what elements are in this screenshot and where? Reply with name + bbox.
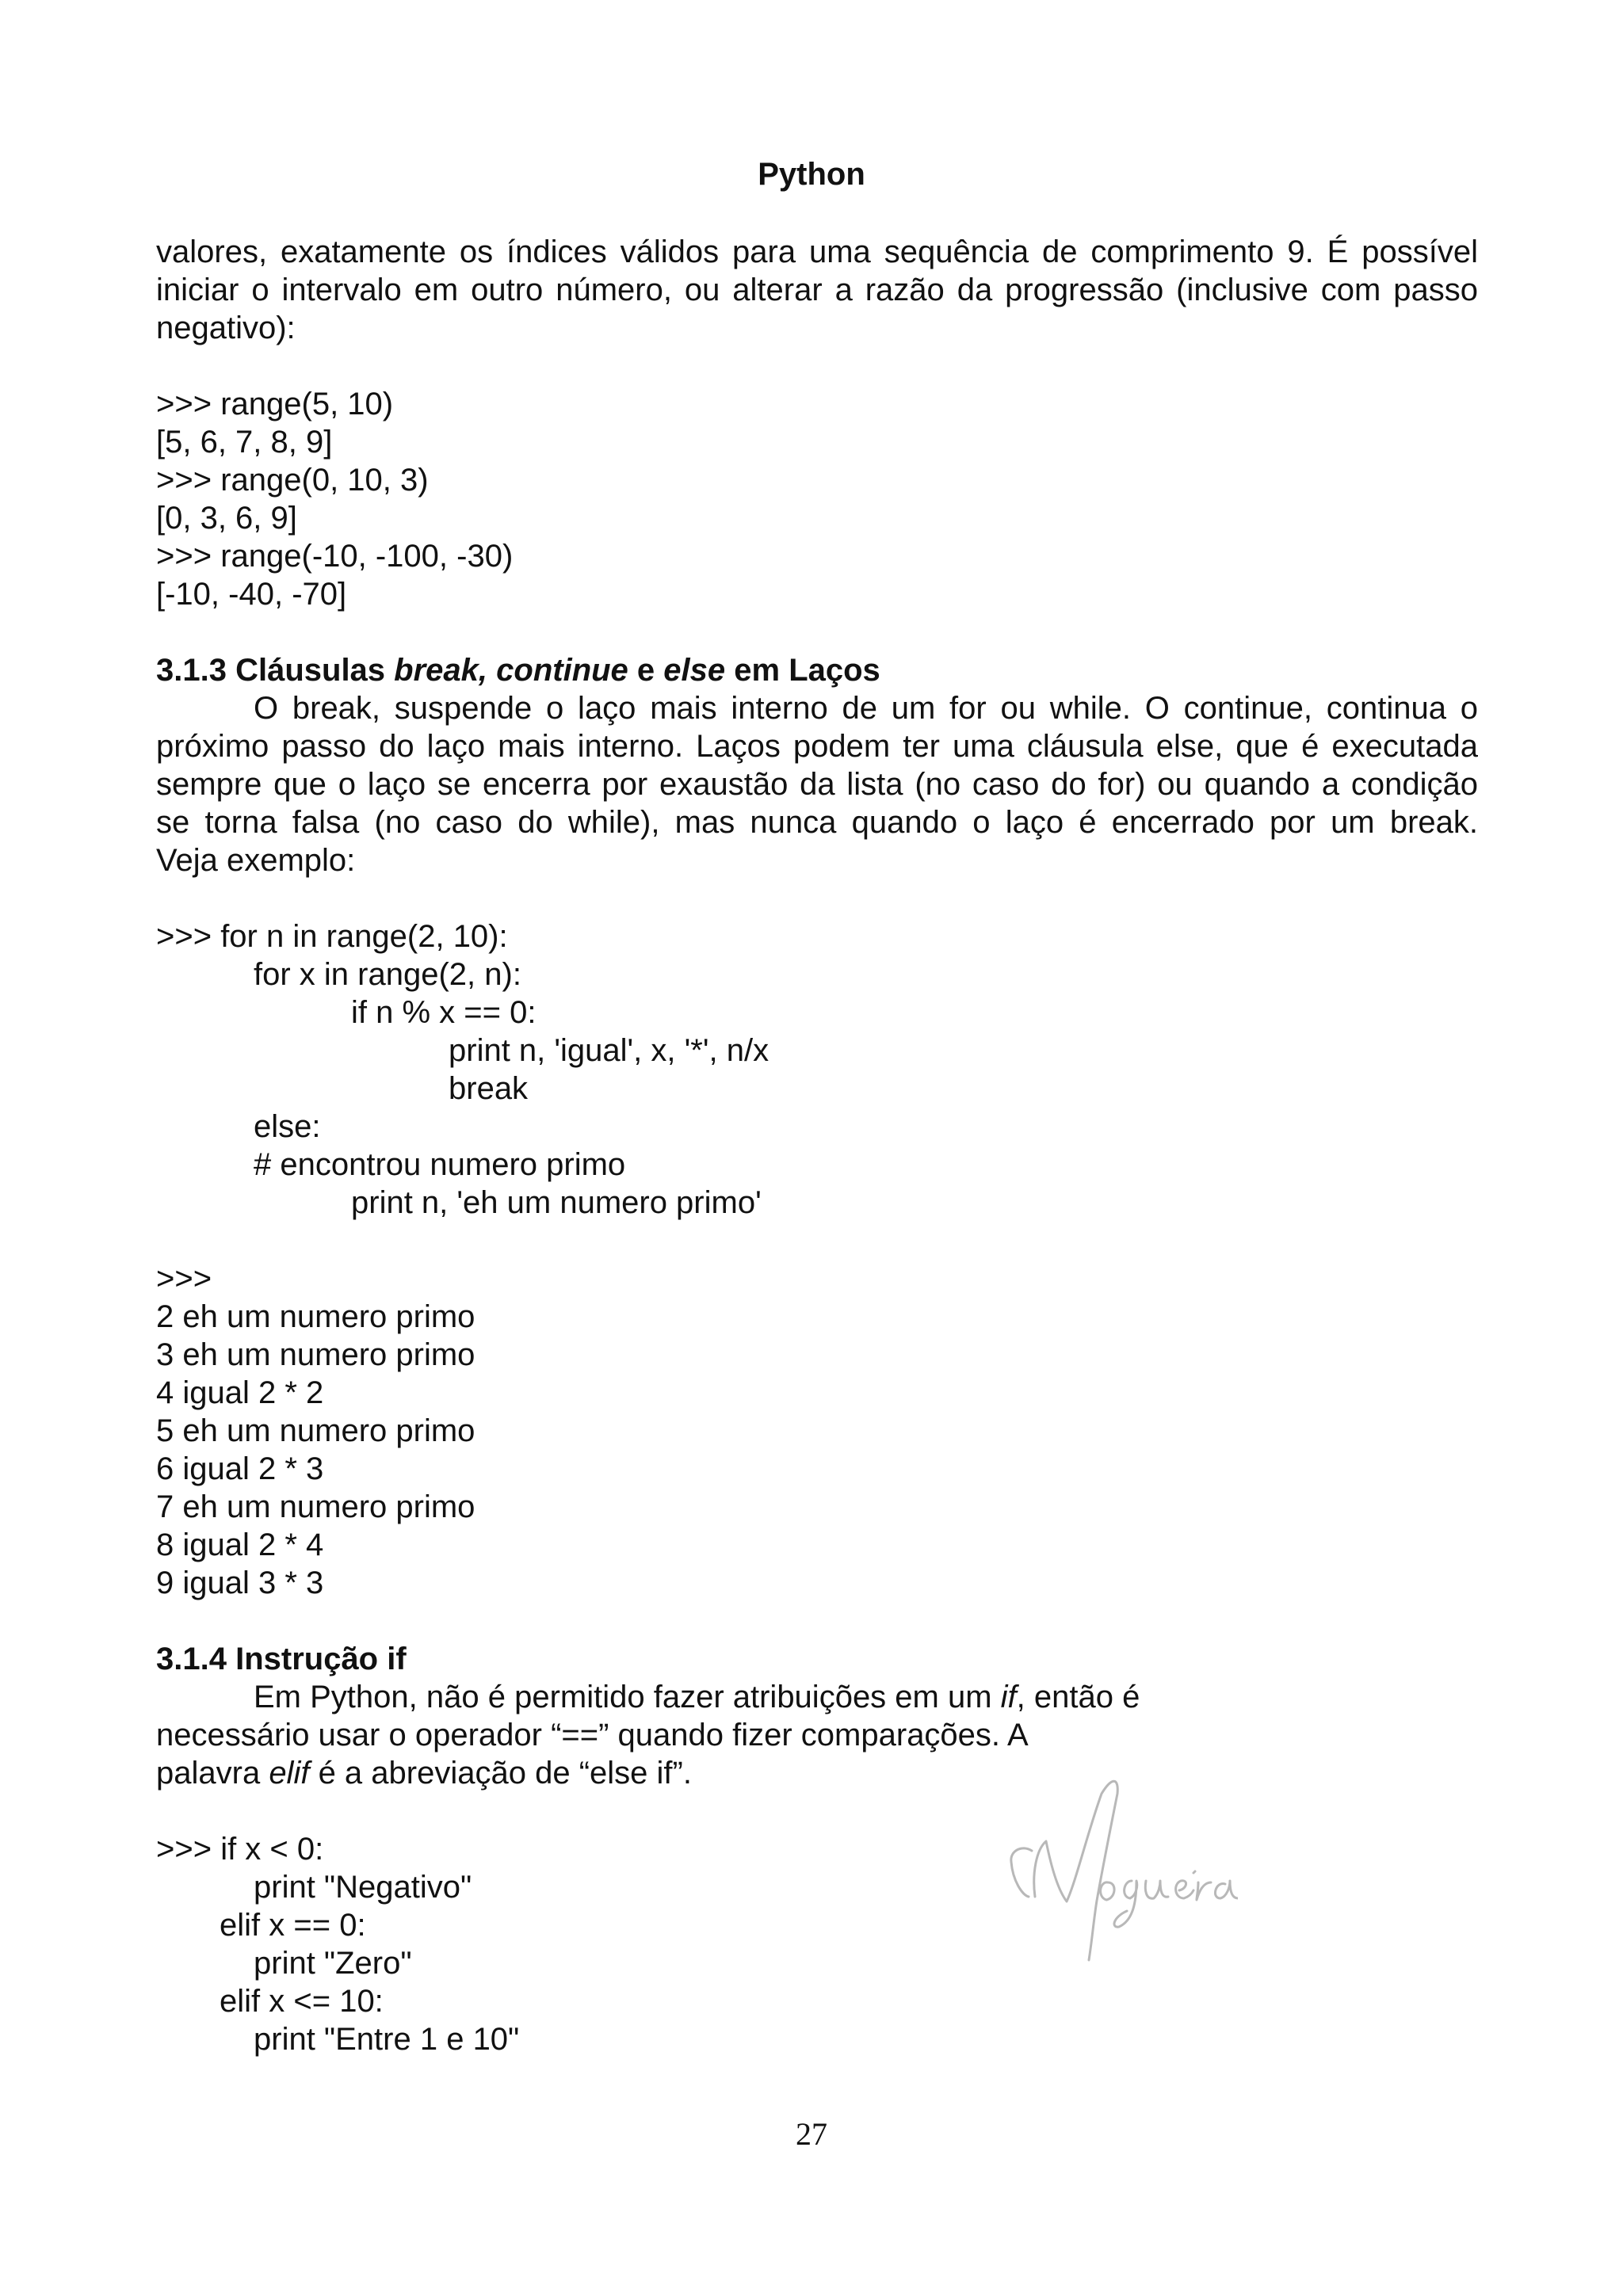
output-line: 4 igual 2 * 2: [156, 1375, 324, 1410]
code-line: # encontrou numero primo: [254, 1147, 626, 1182]
intro-line: iniciar o intervalo em outro número, ou alterar a razão da progressão (inclusive com passo: [156, 273, 1478, 307]
paragraph-line: se torna falsa (no caso do while), mas nunca quando o laço é encerrado por um break.: [156, 805, 1478, 840]
code-line: >>> range(5, 10): [156, 387, 394, 421]
code-block-if: [156, 1830, 1478, 2058]
page-number: 27: [796, 2116, 827, 2152]
output-line: 7 eh um numero primo: [156, 1489, 475, 1524]
paragraph-line: O break, suspende o laço mais interno de um for ou while. O continue, continua o: [254, 691, 1478, 726]
output-line: >>>: [156, 1261, 212, 1296]
section-3-1-3: [156, 651, 1478, 879]
code-line: >>> range(0, 10, 3): [156, 463, 429, 498]
intro-paragraph: [156, 233, 1478, 347]
paragraph-line: sempre que o laço se encerra por exaustão da lista (no caso do for) ou quando a condição: [156, 767, 1478, 802]
code-line: if n % x == 0:: [351, 995, 537, 1030]
output-line: 9 igual 3 * 3: [156, 1566, 324, 1600]
code-line: else:: [254, 1109, 321, 1144]
code-line: print n, 'eh um numero primo': [351, 1185, 762, 1220]
code-line: for x in range(2, n):: [254, 957, 521, 992]
section-heading: 3.1.3 Cláusulas break, continue e else em Laços: [156, 653, 880, 688]
intro-line: negativo):: [156, 311, 296, 345]
code-line: >>> range(-10, -100, -30): [156, 539, 514, 574]
code-line: elif x == 0:: [220, 1908, 366, 1943]
output-line: 3 eh um numero primo: [156, 1337, 475, 1372]
code-line: [5, 6, 7, 8, 9]: [156, 425, 333, 460]
paragraph-line: Veja exemplo:: [156, 843, 356, 878]
paragraph-line: necessário usar o operador “==” quando fizer comparações. A: [156, 1718, 1029, 1753]
code-line: elif x <= 10:: [220, 1984, 384, 2019]
section-3-1-4: [156, 1640, 1478, 1792]
code-line: >>> for n in range(2, 10):: [156, 919, 508, 954]
code-block-range: [156, 385, 1478, 613]
code-line: print "Entre 1 e 10": [254, 2022, 520, 2057]
code-line: >>> if x < 0:: [156, 1832, 324, 1867]
paragraph-line: palavra elif é a abreviação de “else if”.: [156, 1756, 692, 1791]
signature-watermark: [1000, 1762, 1238, 1968]
paragraph-line: Em Python, não é permitido fazer atribuições em um if, então é: [254, 1680, 1140, 1714]
code-line: print "Negativo": [254, 1870, 472, 1905]
section-heading: 3.1.4 Instrução if: [156, 1642, 407, 1676]
intro-line: valores, exatamente os índices válidos para uma sequência de comprimento 9. É possível: [156, 235, 1478, 269]
paragraph-line: próximo passo do laço mais interno. Laços podem ter uma cláusula else, que é executada: [156, 729, 1478, 764]
output-line: 6 igual 2 * 3: [156, 1451, 324, 1486]
output-line: 5 eh um numero primo: [156, 1413, 475, 1448]
code-line: break: [449, 1071, 529, 1106]
output-line: 8 igual 2 * 4: [156, 1527, 324, 1562]
page-header-title: Python: [758, 157, 865, 192]
code-output: [156, 1260, 1478, 1602]
output-line: 2 eh um numero primo: [156, 1299, 475, 1334]
code-line: [0, 3, 6, 9]: [156, 501, 297, 536]
code-line: print n, 'igual', x, '*', n/x: [449, 1033, 769, 1068]
code-line: print "Zero": [254, 1946, 412, 1981]
code-block-for-loop: [156, 917, 1478, 1222]
code-line: [-10, -40, -70]: [156, 577, 347, 612]
